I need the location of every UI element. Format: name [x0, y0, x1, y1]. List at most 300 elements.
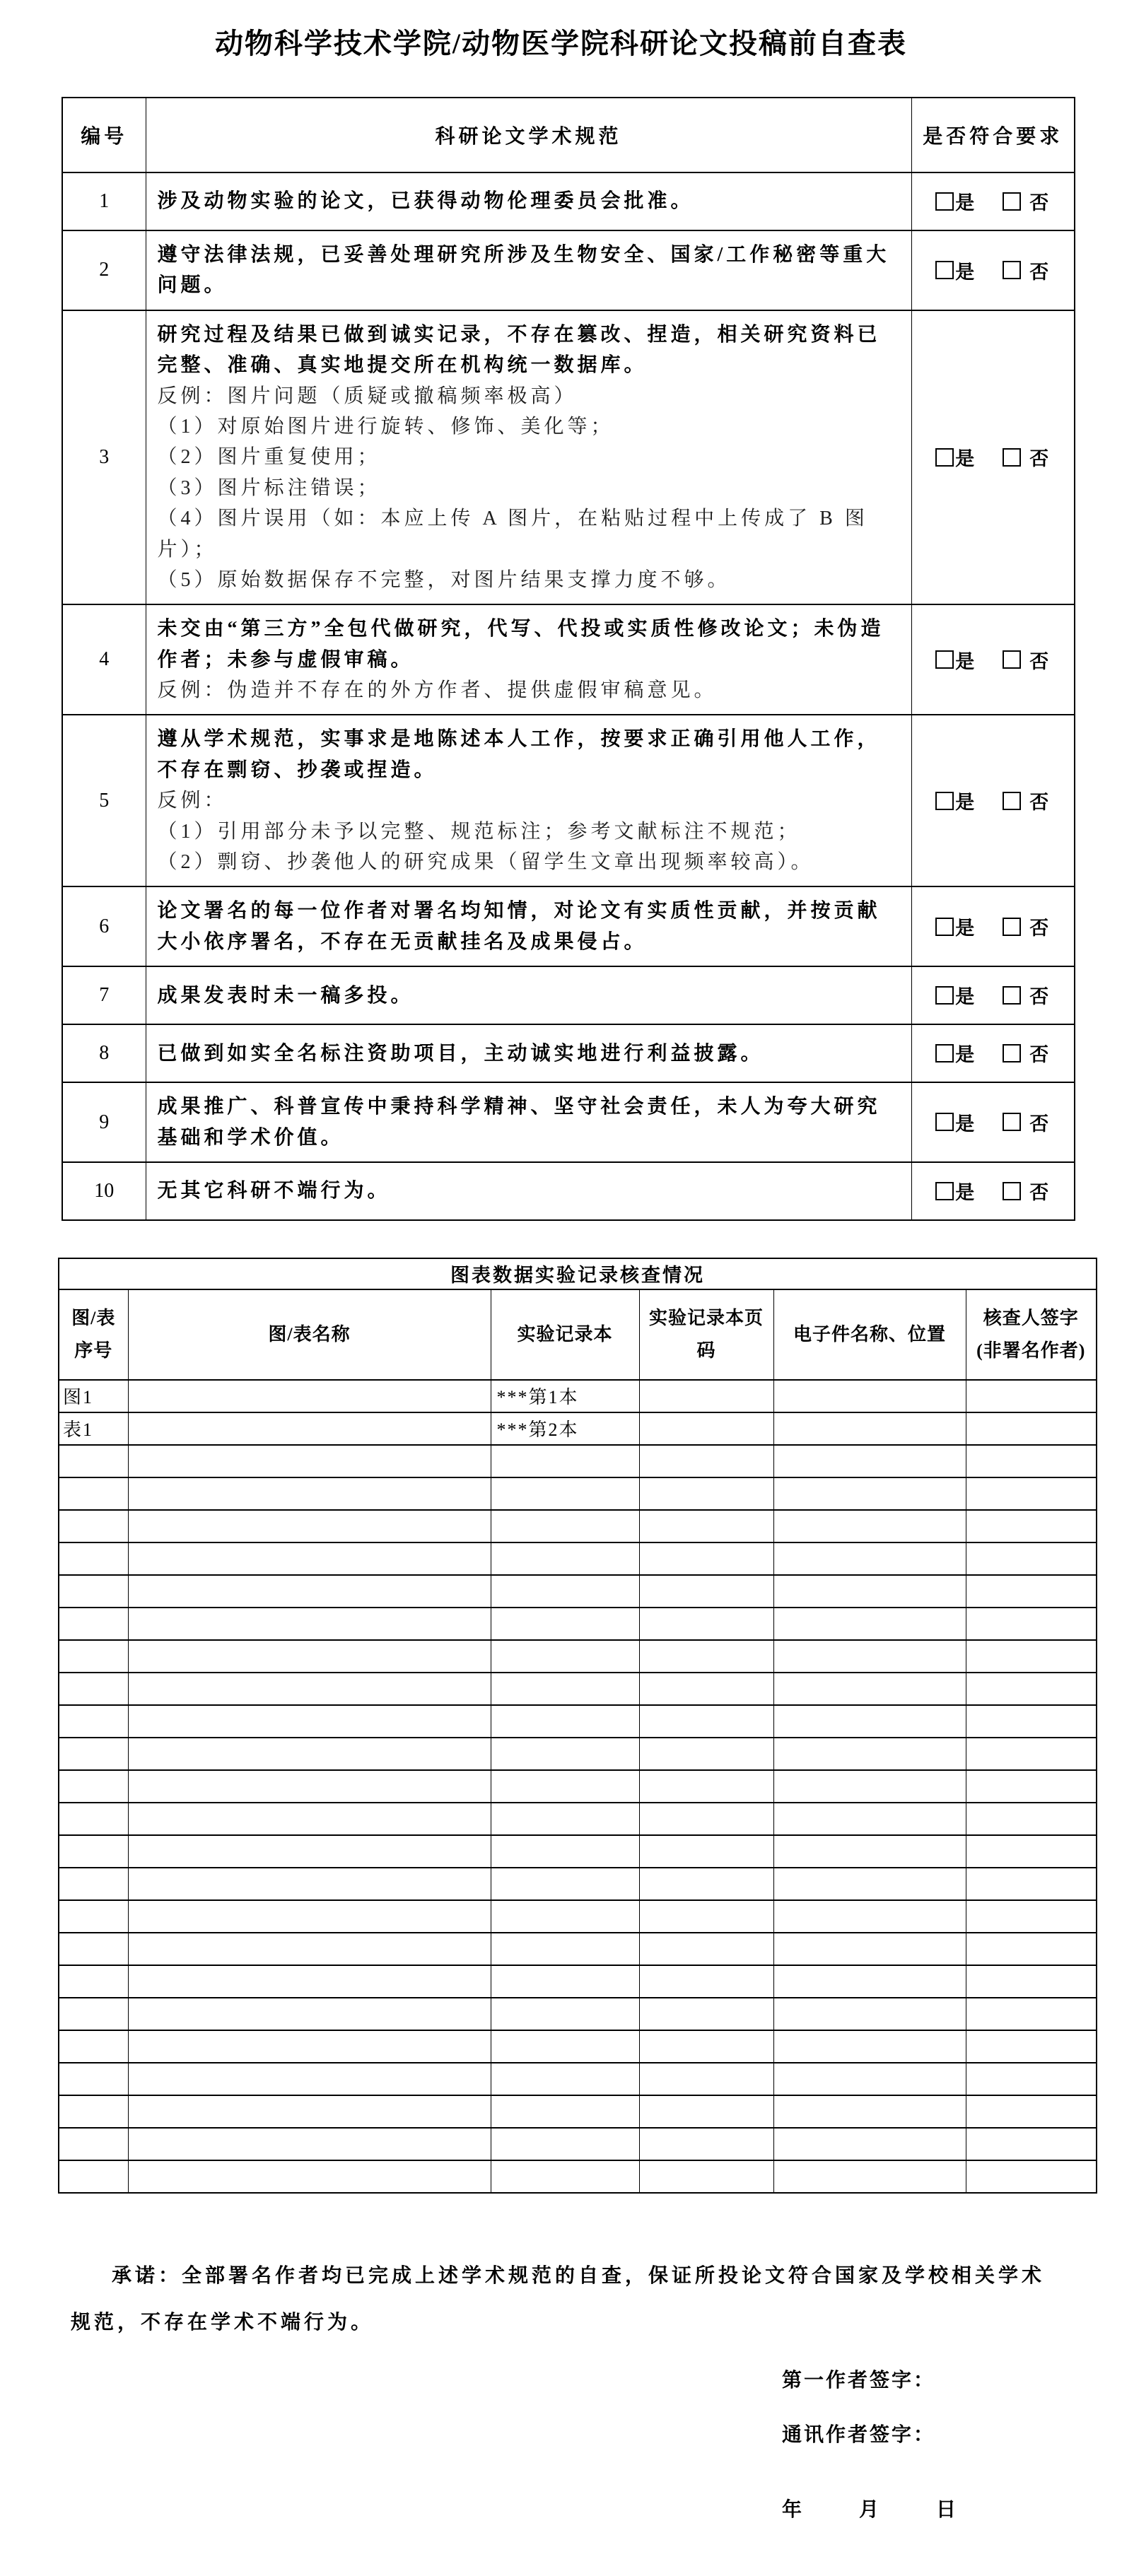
record-empty-cell[interactable]: [59, 1998, 128, 2030]
record-empty-row: [59, 1998, 1097, 2030]
record-empty-cell[interactable]: [773, 1575, 966, 1608]
record-empty-cell[interactable]: [128, 2128, 491, 2160]
yes-label: 是: [955, 986, 976, 1008]
record-empty-cell[interactable]: [966, 1998, 1097, 2030]
checkbox-square-icon: [935, 650, 954, 669]
no-label: 否: [1029, 448, 1051, 470]
record-empty-cell[interactable]: [639, 1608, 773, 1640]
yes-checkbox[interactable]: [935, 981, 976, 1009]
record-empty-cell[interactable]: [773, 1900, 966, 1933]
record-empty-cell[interactable]: [639, 2030, 773, 2063]
record-empty-row: [59, 2095, 1097, 2128]
record-empty-cell[interactable]: [491, 2160, 639, 2193]
record-empty-cell[interactable]: [128, 2063, 491, 2095]
record-empty-cell[interactable]: [491, 1933, 639, 1965]
record-empty-row: [59, 1542, 1097, 1575]
record-empty-cell[interactable]: [639, 1640, 773, 1673]
record-empty-cell[interactable]: [491, 1575, 639, 1608]
counterexample-text: 反例：图片问题（质疑或撤稿频率极高）: [157, 385, 578, 407]
record-empty-cell[interactable]: [639, 1803, 773, 1835]
record-empty-cell[interactable]: [491, 1770, 639, 1803]
counterexample-text: 反例：: [157, 790, 228, 812]
record-empty-cell[interactable]: [773, 1738, 966, 1770]
record-empty-row: [59, 1803, 1097, 1835]
no-label: 否: [1029, 1182, 1051, 1204]
record-cell-sign[interactable]: [966, 1412, 1097, 1445]
record-empty-cell[interactable]: [128, 1705, 491, 1738]
yes-checkbox[interactable]: [935, 187, 976, 215]
record-empty-cell[interactable]: [773, 2030, 966, 2063]
record-empty-cell[interactable]: [966, 1868, 1097, 1900]
record-empty-cell[interactable]: [966, 2128, 1097, 2160]
record-empty-cell[interactable]: [966, 2063, 1097, 2095]
checkbox-square-icon: [1003, 1044, 1021, 1062]
record-empty-cell[interactable]: [128, 1542, 491, 1575]
col-header-compliance: 是否符合要求: [911, 98, 1075, 172]
record-empty-cell[interactable]: [639, 1445, 773, 1477]
record-empty-cell[interactable]: [773, 2128, 966, 2160]
record-empty-cell[interactable]: [128, 1900, 491, 1933]
record-empty-cell[interactable]: [59, 1770, 128, 1803]
record-empty-cell[interactable]: [491, 1900, 639, 1933]
record-empty-cell[interactable]: [639, 1477, 773, 1510]
compliance-cell: [911, 715, 1075, 886]
date-day-label: 日: [936, 2498, 959, 2521]
record-cell-efile[interactable]: [773, 1412, 966, 1445]
record-empty-cell[interactable]: [128, 1803, 491, 1835]
record-empty-cell[interactable]: [128, 1738, 491, 1770]
checkbox-square-icon: [935, 448, 954, 467]
record-empty-cell[interactable]: [491, 1803, 639, 1835]
yes-label: 是: [955, 650, 976, 672]
record-empty-cell[interactable]: [491, 1705, 639, 1738]
standard-text: 已做到如实全名标注资助项目，主动诚实地进行利益披露。: [157, 1042, 764, 1065]
record-empty-cell[interactable]: [639, 1770, 773, 1803]
record-empty-cell[interactable]: [59, 1965, 128, 1998]
record-empty-cell[interactable]: [59, 2160, 128, 2193]
record-empty-cell[interactable]: [128, 1998, 491, 2030]
record-empty-cell[interactable]: [773, 1477, 966, 1510]
record-empty-cell[interactable]: [491, 2095, 639, 2128]
no-checkbox[interactable]: [1003, 257, 1050, 284]
standard-text: 成果推广、科普宣传中秉持科学精神、坚守社会责任，未人为夸大研究基础和学术价值。: [157, 1096, 881, 1149]
yes-label: 是: [955, 1113, 976, 1135]
record-empty-cell[interactable]: [639, 1933, 773, 1965]
standard-text-cell: [146, 310, 911, 605]
record-empty-cell[interactable]: [966, 1608, 1097, 1640]
checkbox-square-icon: [935, 1182, 954, 1200]
no-checkbox[interactable]: [1003, 981, 1050, 1009]
record-empty-cell[interactable]: [773, 1510, 966, 1542]
checkbox-square-icon: [1003, 986, 1021, 1005]
record-empty-cell[interactable]: [773, 1933, 966, 1965]
record-col-header: 图/表序号: [59, 1289, 128, 1380]
first-author-signature-label: 第一作者签字：: [782, 2369, 936, 2391]
no-checkbox[interactable]: [1003, 1039, 1050, 1067]
record-empty-cell[interactable]: [773, 1965, 966, 1998]
row-number: 10: [62, 1162, 146, 1220]
record-empty-cell[interactable]: [128, 1477, 491, 1510]
record-empty-cell[interactable]: [639, 2128, 773, 2160]
record-empty-row: [59, 1868, 1097, 1900]
record-empty-cell[interactable]: [128, 1640, 491, 1673]
record-empty-cell[interactable]: [59, 1477, 128, 1510]
no-checkbox[interactable]: [1003, 913, 1050, 940]
yes-label: 是: [955, 918, 976, 939]
record-empty-cell[interactable]: [966, 2095, 1097, 2128]
no-label: 否: [1029, 792, 1051, 814]
date-year-label: 年: [782, 2498, 805, 2521]
record-empty-cell[interactable]: [491, 2128, 639, 2160]
record-cell-name[interactable]: [128, 1412, 491, 1445]
record-cell-efile[interactable]: [773, 1380, 966, 1412]
record-empty-cell[interactable]: [966, 2030, 1097, 2063]
checkbox-square-icon: [935, 986, 954, 1005]
record-empty-cell[interactable]: [639, 1965, 773, 1998]
yes-checkbox[interactable]: [935, 1177, 976, 1205]
record-empty-cell[interactable]: [491, 1445, 639, 1477]
record-empty-cell[interactable]: [491, 1673, 639, 1705]
record-empty-cell[interactable]: [773, 1542, 966, 1575]
yes-checkbox[interactable]: [935, 1108, 976, 1136]
standard-text: 成果发表时未一稿多投。: [157, 984, 414, 1007]
record-empty-cell[interactable]: [966, 1445, 1097, 1477]
record-col-header: 核查人签字(非署名作者): [966, 1289, 1097, 1380]
record-check-table: [58, 1258, 1097, 2194]
counterexample-text: （2）剽窃、抄袭他人的研究成果（留学生文章出现频率较高）。: [157, 851, 814, 874]
record-empty-cell[interactable]: [128, 1608, 491, 1640]
record-empty-cell[interactable]: [773, 1868, 966, 1900]
record-empty-cell[interactable]: [128, 1673, 491, 1705]
row-number: 8: [62, 1024, 146, 1082]
record-empty-cell[interactable]: [966, 1640, 1097, 1673]
record-empty-cell[interactable]: [59, 2128, 128, 2160]
record-empty-cell[interactable]: [491, 1738, 639, 1770]
record-empty-cell[interactable]: [59, 1575, 128, 1608]
yes-checkbox[interactable]: [935, 913, 976, 940]
record-empty-cell[interactable]: [966, 1933, 1097, 1965]
record-empty-cell[interactable]: [639, 1510, 773, 1542]
record-empty-cell[interactable]: [128, 1835, 491, 1868]
no-checkbox[interactable]: [1003, 1108, 1050, 1136]
counterexample-text: （2）图片重复使用；: [157, 446, 381, 469]
record-empty-cell[interactable]: [639, 1705, 773, 1738]
record-empty-cell[interactable]: [128, 1933, 491, 1965]
record-empty-cell[interactable]: [966, 1738, 1097, 1770]
record-cell-name[interactable]: [128, 1380, 491, 1412]
compliance-cell: [911, 172, 1075, 230]
checkbox-square-icon: [1003, 261, 1021, 279]
record-empty-cell[interactable]: [773, 1803, 966, 1835]
record-empty-cell[interactable]: [128, 1868, 491, 1900]
col-header-number: 编号: [62, 98, 146, 172]
record-empty-cell[interactable]: [59, 1835, 128, 1868]
row-number: 4: [62, 604, 146, 715]
checkbox-square-icon: [1003, 918, 1021, 936]
record-empty-cell[interactable]: [59, 1933, 128, 1965]
record-empty-cell[interactable]: [128, 2095, 491, 2128]
record-empty-cell[interactable]: [966, 1477, 1097, 1510]
checkbox-square-icon: [935, 1044, 954, 1062]
counterexample-text: （3）图片标注错误；: [157, 476, 381, 499]
compliance-cell: [911, 886, 1075, 966]
row-number: 2: [62, 230, 146, 310]
record-col-header: 实验记录本: [491, 1289, 639, 1380]
record-empty-cell[interactable]: [59, 1510, 128, 1542]
record-empty-row: [59, 2030, 1097, 2063]
checklist-row: [62, 172, 1075, 230]
compliance-cell: [911, 966, 1075, 1024]
yes-checkbox[interactable]: [935, 646, 976, 674]
page-title: 动物科学技术学院/动物医学院科研论文投稿前自查表: [214, 28, 908, 59]
record-empty-cell[interactable]: [128, 1575, 491, 1608]
record-empty-cell[interactable]: [128, 1770, 491, 1803]
counterexample-text: （1）引用部分未予以完整、规范标注；参考文献标注不规范；: [157, 820, 801, 843]
standard-text-cell: [146, 966, 911, 1024]
record-cell-notebook: ***第1本: [491, 1380, 639, 1412]
record-empty-cell[interactable]: [491, 1477, 639, 1510]
record-cell-page[interactable]: [639, 1380, 773, 1412]
record-empty-cell[interactable]: [491, 1542, 639, 1575]
standard-text: 遵守法律法规，已妥善处理研究所涉及生物安全、国家/工作秘密等重大问题。: [157, 244, 890, 297]
record-empty-cell[interactable]: [128, 1965, 491, 1998]
record-empty-cell[interactable]: [639, 1542, 773, 1575]
record-empty-cell[interactable]: [773, 1770, 966, 1803]
record-empty-row: [59, 1900, 1097, 1933]
record-empty-cell[interactable]: [128, 2160, 491, 2193]
record-empty-cell[interactable]: [773, 2095, 966, 2128]
yes-checkbox[interactable]: [935, 443, 976, 471]
record-empty-row: [59, 1575, 1097, 1608]
record-empty-cell[interactable]: [491, 2063, 639, 2095]
yes-label: 是: [955, 1044, 976, 1066]
standard-text: 无其它科研不端行为。: [157, 1180, 391, 1202]
checklist-row: [62, 310, 1075, 605]
standard-text: 论文署名的每一位作者对署名均知情，对论文有实质性贡献，并按贡献大小依序署名，不存在无贡献挂名及成果侵占。: [157, 900, 881, 953]
record-row: [59, 1412, 1097, 1445]
record-empty-row: [59, 1477, 1097, 1510]
checkbox-square-icon: [1003, 448, 1021, 467]
record-empty-cell[interactable]: [773, 1445, 966, 1477]
record-table-title-row: [59, 1258, 1097, 1289]
record-empty-cell[interactable]: [773, 1673, 966, 1705]
standard-text-cell: [146, 1024, 911, 1082]
record-empty-cell[interactable]: [59, 1803, 128, 1835]
record-empty-cell[interactable]: [491, 1510, 639, 1542]
record-empty-cell[interactable]: [491, 1868, 639, 1900]
record-empty-row: [59, 1445, 1097, 1477]
row-number: 5: [62, 715, 146, 886]
checklist-row: [62, 886, 1075, 966]
record-empty-cell[interactable]: [59, 2063, 128, 2095]
record-empty-cell[interactable]: [639, 1575, 773, 1608]
checkbox-square-icon: [935, 918, 954, 936]
compliance-cell: [911, 1024, 1075, 1082]
record-empty-cell[interactable]: [491, 1640, 639, 1673]
no-checkbox[interactable]: [1003, 187, 1050, 215]
record-col-header: 电子件名称、位置: [773, 1289, 966, 1380]
record-cell-sign[interactable]: [966, 1380, 1097, 1412]
record-empty-cell[interactable]: [966, 1705, 1097, 1738]
no-label: 否: [1029, 1044, 1051, 1066]
record-empty-cell[interactable]: [639, 1998, 773, 2030]
row-number: 3: [62, 310, 146, 605]
record-empty-row: [59, 1510, 1097, 1542]
record-empty-cell[interactable]: [773, 1705, 966, 1738]
corresponding-author-signature-label: 通讯作者签字：: [782, 2423, 936, 2446]
record-empty-cell[interactable]: [491, 1998, 639, 2030]
record-empty-cell[interactable]: [639, 2063, 773, 2095]
record-empty-cell[interactable]: [59, 1705, 128, 1738]
record-empty-row: [59, 2128, 1097, 2160]
no-label: 否: [1029, 261, 1051, 283]
record-empty-cell[interactable]: [59, 1900, 128, 1933]
checkbox-square-icon: [935, 192, 954, 211]
checklist-row: [62, 966, 1075, 1024]
compliance-cell: [911, 230, 1075, 310]
row-number: 7: [62, 966, 146, 1024]
record-cell-notebook: ***第2本: [491, 1412, 639, 1445]
record-empty-cell[interactable]: [966, 1803, 1097, 1835]
record-cell-seq: 图1: [59, 1380, 128, 1412]
record-empty-cell[interactable]: [639, 2095, 773, 2128]
standard-text-cell: [146, 172, 911, 230]
record-table-title: 图表数据实验记录核查情况: [59, 1258, 1097, 1289]
yes-label: 是: [955, 792, 976, 814]
record-empty-row: [59, 1608, 1097, 1640]
record-empty-cell[interactable]: [773, 2160, 966, 2193]
signature-block: [782, 2365, 1122, 2522]
record-empty-cell[interactable]: [59, 1640, 128, 1673]
record-empty-cell[interactable]: [128, 1510, 491, 1542]
date-month-label: 月: [859, 2498, 882, 2521]
compliance-cell: [911, 1082, 1075, 1162]
record-empty-cell[interactable]: [966, 1510, 1097, 1542]
standard-text: 研究过程及结果已做到诚实记录，不存在篡改、捏造，相关研究资料已完整、准确、真实地提交所在机构统一数据库。: [157, 323, 881, 377]
record-empty-cell[interactable]: [639, 1673, 773, 1705]
record-empty-cell[interactable]: [639, 2160, 773, 2193]
record-col-header: 实验记录本页码: [639, 1289, 773, 1380]
record-cell-page[interactable]: [639, 1412, 773, 1445]
record-empty-cell[interactable]: [966, 1900, 1097, 1933]
no-checkbox[interactable]: [1003, 443, 1050, 471]
no-label: 否: [1029, 192, 1051, 214]
record-row: [59, 1380, 1097, 1412]
record-empty-row: [59, 1640, 1097, 1673]
yes-label: 是: [955, 261, 976, 283]
compliance-cell: [911, 310, 1075, 605]
record-empty-cell[interactable]: [59, 1673, 128, 1705]
row-number: 1: [62, 172, 146, 230]
checklist-row: [62, 1024, 1075, 1082]
no-label: 否: [1029, 650, 1051, 672]
record-empty-cell[interactable]: [59, 2095, 128, 2128]
record-empty-row: [59, 2160, 1097, 2193]
record-empty-cell[interactable]: [639, 1738, 773, 1770]
checklist-row: [62, 1162, 1075, 1220]
record-empty-cell[interactable]: [639, 1835, 773, 1868]
standard-text: 涉及动物实验的论文，已获得动物伦理委员会批准。: [157, 190, 694, 213]
date-line: [782, 2494, 1122, 2522]
row-number: 6: [62, 886, 146, 966]
standard-text-cell: [146, 886, 911, 966]
checklist-header-row: [62, 98, 1075, 172]
record-empty-cell[interactable]: [966, 1542, 1097, 1575]
record-empty-cell[interactable]: [59, 1445, 128, 1477]
record-empty-cell[interactable]: [491, 2030, 639, 2063]
checklist-row: [62, 715, 1075, 886]
record-empty-row: [59, 1933, 1097, 1965]
record-empty-cell[interactable]: [59, 1542, 128, 1575]
record-empty-cell[interactable]: [128, 1445, 491, 1477]
standard-text-cell: [146, 604, 911, 715]
record-empty-cell[interactable]: [966, 1575, 1097, 1608]
col-header-standard: 科研论文学术规范: [146, 98, 911, 172]
commitment-statement: 承诺：全部署名作者均已完成上述学术规范的自查，保证所投论文符合国家及学校相关学术规范，不存在学术不端行为。: [71, 2264, 1046, 2334]
record-empty-row: [59, 2063, 1097, 2095]
record-empty-row: [59, 1835, 1097, 1868]
standard-text: 遵从学术规范，实事求是地陈述本人工作，按要求正确引用他人工作，不存在剽窃、抄袭或捏造。: [157, 728, 881, 781]
counterexample-text: （1）对原始图片进行旋转、修饰、美化等；: [157, 415, 614, 438]
record-empty-cell[interactable]: [773, 1835, 966, 1868]
record-empty-row: [59, 1738, 1097, 1770]
checkbox-square-icon: [1003, 1182, 1021, 1200]
record-col-header: 图/表名称: [128, 1289, 491, 1380]
counterexample-text: 反例：伪造并不存在的外方作者、提供虚假审稿意见。: [157, 679, 718, 702]
no-label: 否: [1029, 986, 1051, 1008]
yes-checkbox[interactable]: [935, 257, 976, 284]
record-empty-row: [59, 1673, 1097, 1705]
record-empty-cell[interactable]: [966, 1770, 1097, 1803]
record-empty-cell[interactable]: [773, 1608, 966, 1640]
record-empty-cell[interactable]: [966, 1835, 1097, 1868]
record-empty-cell[interactable]: [59, 1738, 128, 1770]
record-empty-cell[interactable]: [491, 1608, 639, 1640]
academic-standards-table: [62, 97, 1075, 1221]
checkbox-square-icon: [1003, 1113, 1021, 1131]
checklist-row: [62, 1082, 1075, 1162]
record-empty-cell[interactable]: [773, 1998, 966, 2030]
record-empty-cell[interactable]: [639, 1868, 773, 1900]
record-empty-cell[interactable]: [491, 1965, 639, 1998]
yes-label: 是: [955, 192, 976, 214]
counterexample-text: （4）图片误用（如：本应上传 A 图片，在粘贴过程中上传成了 B 图片）；: [157, 508, 868, 561]
no-checkbox[interactable]: [1003, 646, 1050, 674]
compliance-cell: [911, 1162, 1075, 1220]
record-empty-cell[interactable]: [491, 1835, 639, 1868]
standard-text-cell: [146, 230, 911, 310]
record-empty-cell[interactable]: [966, 2160, 1097, 2193]
record-empty-cell[interactable]: [773, 1640, 966, 1673]
yes-label: 是: [955, 1182, 976, 1204]
record-empty-cell[interactable]: [59, 1608, 128, 1640]
record-empty-cell[interactable]: [59, 2030, 128, 2063]
record-empty-cell[interactable]: [59, 1868, 128, 1900]
record-empty-row: [59, 1770, 1097, 1803]
record-empty-cell[interactable]: [966, 1965, 1097, 1998]
record-empty-cell[interactable]: [966, 1673, 1097, 1705]
standard-text: 未交由“第三方”全包代做研究，代写、代投或实质性修改论文；未伪造作者；未参与虚假审稿。: [157, 618, 884, 671]
checkbox-square-icon: [1003, 792, 1021, 810]
yes-checkbox[interactable]: [935, 1039, 976, 1067]
no-checkbox[interactable]: [1003, 787, 1050, 814]
yes-checkbox[interactable]: [935, 787, 976, 814]
record-empty-cell[interactable]: [773, 2063, 966, 2095]
record-empty-cell[interactable]: [128, 2030, 491, 2063]
no-checkbox[interactable]: [1003, 1177, 1050, 1205]
checklist-row: [62, 604, 1075, 715]
record-empty-cell[interactable]: [639, 1900, 773, 1933]
